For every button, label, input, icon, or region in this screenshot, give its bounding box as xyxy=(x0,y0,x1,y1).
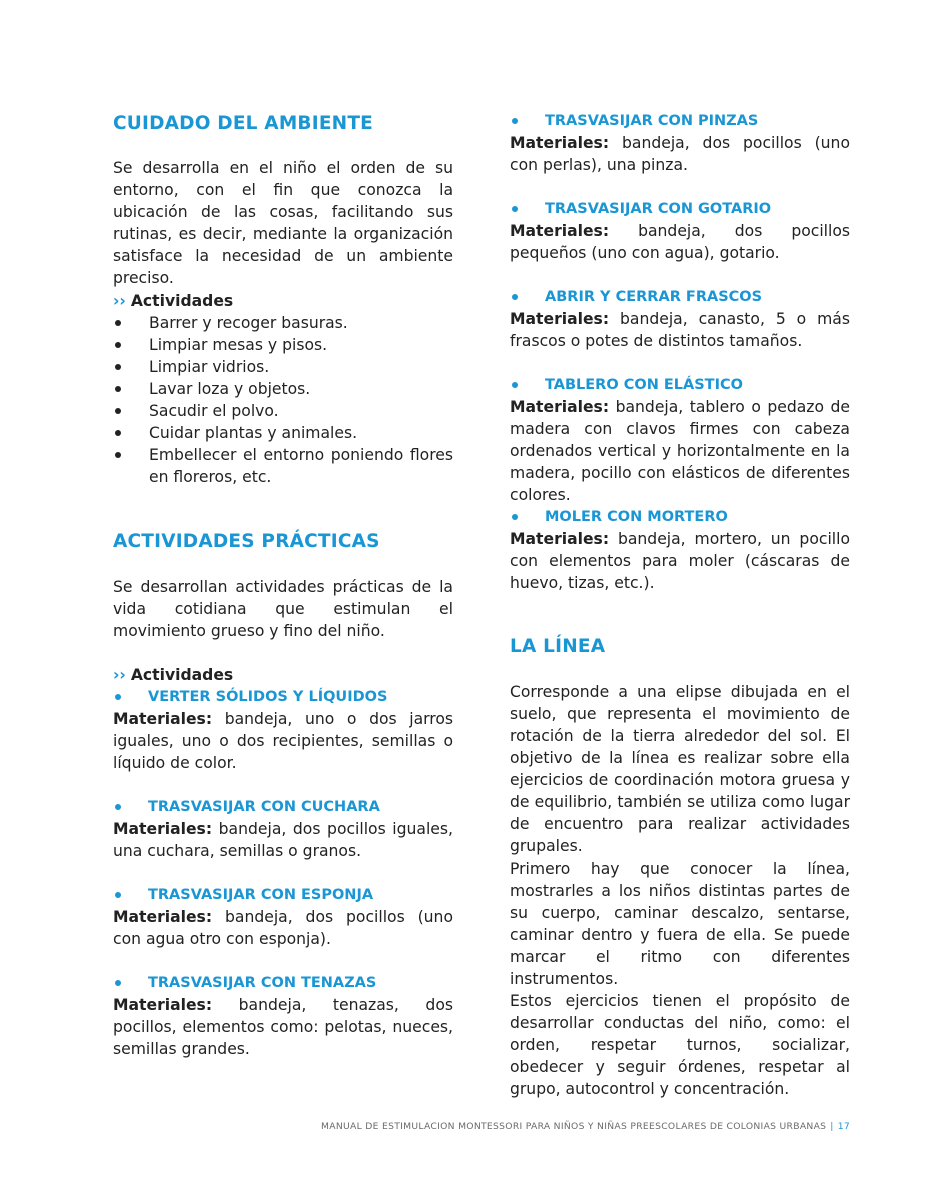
bullet-icon xyxy=(512,294,518,300)
list-item-text: Limpiar vidrios. xyxy=(149,358,270,376)
section-paragraph-actividades-practicas: Se desarrollan actividades prácticas de la vida cotidiana que estimulan el movimiento grueso y fino del niño. xyxy=(113,578,453,640)
activity-title: MOLER CON MORTERO xyxy=(510,506,850,528)
activity-item xyxy=(510,198,850,264)
footer-separator: | xyxy=(830,1121,834,1132)
activity-item xyxy=(510,286,850,352)
bullet-icon xyxy=(115,694,121,700)
activity-title: TRASVASIJAR CON CUCHARA xyxy=(113,796,453,818)
bullet-icon xyxy=(512,118,518,124)
double-chevron-icon: ›› xyxy=(113,292,126,310)
activity-item xyxy=(510,374,850,506)
list-item xyxy=(113,444,453,488)
page-footer xyxy=(321,1120,850,1134)
section-heading-la-linea: LA LÍNEA xyxy=(510,636,606,657)
activity-item xyxy=(510,110,850,176)
activity-materials: Materiales: bandeja, dos pocillos (uno con perlas), una pinza. xyxy=(510,134,850,174)
list-item-text: Barrer y recoger basuras. xyxy=(149,314,348,332)
list-item xyxy=(113,422,453,444)
activity-title: TRASVASIJAR CON ESPONJA xyxy=(113,884,453,906)
bullet-icon xyxy=(512,514,518,520)
activity-materials: Materiales: bandeja, dos pocillos iguales, una cuchara, semillas o granos. xyxy=(113,820,453,860)
activity-item xyxy=(113,686,453,774)
activity-materials: Materiales: bandeja, tenazas, dos pocillos, elementos como: pelotas, nueces, semillas grandes. xyxy=(113,996,453,1058)
bullet-icon xyxy=(115,320,121,326)
section-paragraph-la-linea-2: Primero hay que conocer la línea, mostrarles a los niños distintas partes de su cuerpo, caminar descalzo, sentarse, caminar dentro y fuera de ella. Se puede marcar el ritmo con diferentes instrumentos. xyxy=(510,860,850,988)
bullet-icon xyxy=(115,408,121,414)
activity-title: TRASVASIJAR CON GOTARIO xyxy=(510,198,850,220)
list-item-text: Sacudir el polvo. xyxy=(149,402,279,420)
double-chevron-icon: ›› xyxy=(113,666,126,684)
bullet-icon xyxy=(512,206,518,212)
bullet-icon xyxy=(115,452,121,458)
bullet-icon xyxy=(115,804,121,810)
bullet-icon xyxy=(115,980,121,986)
bullet-icon xyxy=(115,364,121,370)
list-item xyxy=(113,312,453,334)
list-item xyxy=(113,400,453,422)
activity-item xyxy=(510,506,850,594)
activity-title: TABLERO CON ELÁSTICO xyxy=(510,374,850,396)
activity-materials: Materiales: bandeja, dos pocillos (uno con agua otro con esponja). xyxy=(113,908,453,948)
list-item-text: Lavar loza y objetos. xyxy=(149,380,311,398)
activity-item xyxy=(113,796,453,862)
section-heading-cuidado-ambiente: CUIDADO DEL AMBIENTE xyxy=(113,113,373,134)
section-paragraph-cuidado-ambiente: Se desarrolla en el niño el orden de su entorno, con el fin que conozca la ubicación de las cosas, facilitando sus rutinas, es decir, mediante la organización satisface la necesidad de un ambiente preciso. xyxy=(113,159,453,287)
activity-title: VERTER SÓLIDOS Y LÍQUIDOS xyxy=(113,686,453,708)
section-paragraph-la-linea-1: Corresponde a una elipse dibujada en el suelo, que representa el movimiento de rotación de la tierra alrededor del sol. El objetivo de la línea es realizar sobre ella ejercicios de coordinación motora gruesa y de equilibrio, también se utiliza como lugar de encuentro para realizar actividades grupales. xyxy=(510,683,850,855)
list-item xyxy=(113,378,453,400)
footer-title: MANUAL DE ESTIMULACION MONTESSORI PARA NIÑOS Y NIÑAS PREESCOLARES DE COLONIAS URBANAS xyxy=(321,1121,827,1132)
activity-materials: Materiales: bandeja, mortero, un pocillo con elementos para moler (cáscaras de huevo, tizas, etc.). xyxy=(510,530,850,592)
list-item xyxy=(113,334,453,356)
activity-materials: Materiales: bandeja, dos pocillos pequeños (uno con agua), gotario. xyxy=(510,222,850,262)
bullet-icon xyxy=(512,382,518,388)
activities-list xyxy=(113,312,453,488)
list-item xyxy=(113,356,453,378)
activity-materials: Materiales: bandeja, uno o dos jarros iguales, uno o dos recipientes, semillas o líquido de color. xyxy=(113,710,453,772)
section-paragraph-la-linea-3: Estos ejercicios tienen el propósito de desarrollar conductas del niño, como: el orden, respetar turnos, socializar, obedecer y seguir órdenes, respetar al grupo, autocontrol y concentración. xyxy=(510,992,850,1098)
activity-materials: Materiales: bandeja, canasto, 5 o más frascos o potes de distintos tamaños. xyxy=(510,310,850,350)
activity-title: TRASVASIJAR CON TENAZAS xyxy=(113,972,453,994)
activities-label-text: Actividades xyxy=(130,666,234,684)
activities-label xyxy=(113,664,233,686)
list-item-text: Embellecer el entorno poniendo flores en floreros, etc. xyxy=(149,446,453,486)
bullet-icon xyxy=(115,342,121,348)
list-item-text: Limpiar mesas y pisos. xyxy=(149,336,328,354)
bullet-icon xyxy=(115,430,121,436)
bullet-icon xyxy=(115,892,121,898)
activity-item xyxy=(113,972,453,1060)
activity-title: TRASVASIJAR CON PINZAS xyxy=(510,110,850,132)
activities-label xyxy=(113,290,233,312)
activities-label-text: Actividades xyxy=(130,292,234,310)
page-number: 17 xyxy=(837,1121,850,1132)
activity-materials: Materiales: bandeja, tablero o pedazo de madera con clavos firmes con cabeza ordenados vertical y horizontalmente en la madera, pocillo con elásticos de diferentes colores. xyxy=(510,398,851,504)
bullet-icon xyxy=(115,386,121,392)
section-heading-actividades-practicas: ACTIVIDADES PRÁCTICAS xyxy=(113,531,380,552)
activity-title: ABRIR Y CERRAR FRASCOS xyxy=(510,286,850,308)
list-item-text: Cuidar plantas y animales. xyxy=(149,424,358,442)
activity-item xyxy=(113,884,453,950)
